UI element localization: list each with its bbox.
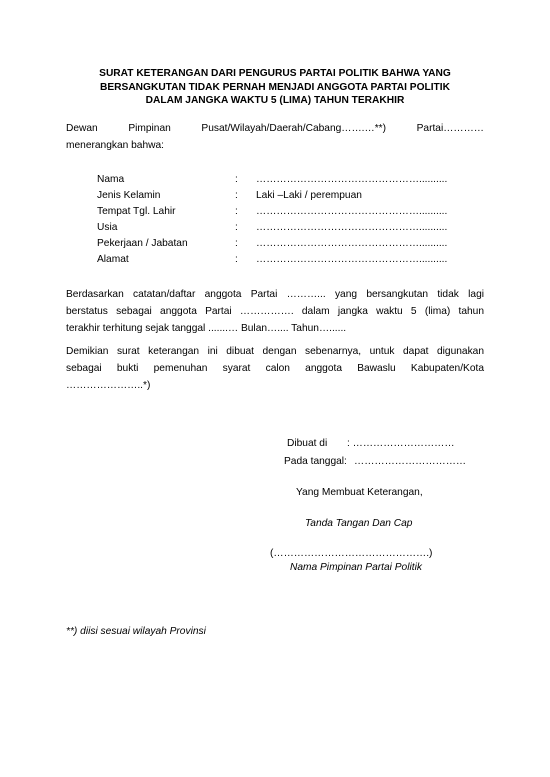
date-label: Pada tanggal: xyxy=(284,456,347,467)
title-line-3: DALAM JANGKA WAKTU 5 (LIMA) TAHUN TERAKHIR xyxy=(145,95,405,106)
intro-word-1: Dewan xyxy=(66,123,98,134)
intro-line-1 xyxy=(66,120,484,137)
field-label: Pekerjaan / Jabatan xyxy=(97,238,188,249)
field-colon: : xyxy=(235,222,238,233)
document-title xyxy=(60,67,490,108)
signature-caption: Tanda Tangan Dan Cap xyxy=(305,518,413,529)
intro-word-3: Pusat/Wilayah/Daerah/Cabang…….…**) xyxy=(201,123,387,134)
field-label: Tempat Tgl. Lahir xyxy=(97,206,176,217)
statement-line-3: terakhir terhitung sejak tanggal .......… Bulan….... Tahun…...... xyxy=(66,323,347,334)
footnote: **) diisi sesuai wilayah Provinsi xyxy=(66,626,206,637)
field-colon: : xyxy=(235,190,238,201)
place-label: Dibuat di xyxy=(287,438,328,449)
statement-line-2: berstatus sebagai anggota Partai ……………. dalam jangka waktu 5 (lima) tahun xyxy=(66,306,484,317)
field-colon: : xyxy=(235,254,238,265)
closing-line-3: …………………..*) xyxy=(66,380,151,391)
field-label: Alamat xyxy=(97,254,129,265)
field-label: Nama xyxy=(97,174,125,185)
date-value: …………………………… xyxy=(354,456,467,467)
maker-label: Yang Membuat Keterangan, xyxy=(296,487,423,498)
title-line-1: SURAT KETERANGAN DARI PENGURUS PARTAI POLITIK BAHWA YANG xyxy=(99,68,451,79)
place-value: : ………………………… xyxy=(347,438,455,449)
intro-word-4: Partai………… xyxy=(416,123,484,134)
field-value: ………………………………………….......... xyxy=(256,174,448,185)
field-label: Usia xyxy=(97,222,118,233)
intro-word-2: Pimpinan xyxy=(128,123,171,134)
field-value: ………………………………………….......... xyxy=(256,222,448,233)
field-value: ………………………………………….......... xyxy=(256,254,448,265)
closing-paragraph xyxy=(66,343,484,394)
field-value: ………………………………………….......... xyxy=(256,238,448,249)
title-line-2: BERSANGKUTAN TIDAK PERNAH MENJADI ANGGOTA PARTAI POLITIK xyxy=(100,81,450,93)
intro-line-2: menerangkan bahwa: xyxy=(66,140,164,151)
field-label: Jenis Kelamin xyxy=(97,190,161,201)
field-value: ………………………………………….......... xyxy=(256,206,448,217)
field-colon: : xyxy=(235,206,238,217)
statement-paragraph xyxy=(66,286,484,337)
field-colon: : xyxy=(235,174,238,185)
field-value: Laki –Laki / perempuan xyxy=(256,190,362,201)
closing-line-1: Demikian surat keterangan ini dibuat dengan sebenarnya, untuk dapat digunakan xyxy=(66,346,484,357)
closing-line-2: sebagai bukti pemenuhan syarat calon anggota Bawaslu Kabupaten/Kota xyxy=(66,363,484,374)
statement-line-1: Berdasarkan catatan/daftar anggota Partai ………... yang bersangkutan tidak lagi xyxy=(66,289,484,300)
field-colon: : xyxy=(235,238,238,249)
leader-name-caption: Nama Pimpinan Partai Politik xyxy=(290,562,422,573)
leader-name-blank: (……………………………………….) xyxy=(270,548,433,559)
intro-paragraph xyxy=(66,120,484,154)
